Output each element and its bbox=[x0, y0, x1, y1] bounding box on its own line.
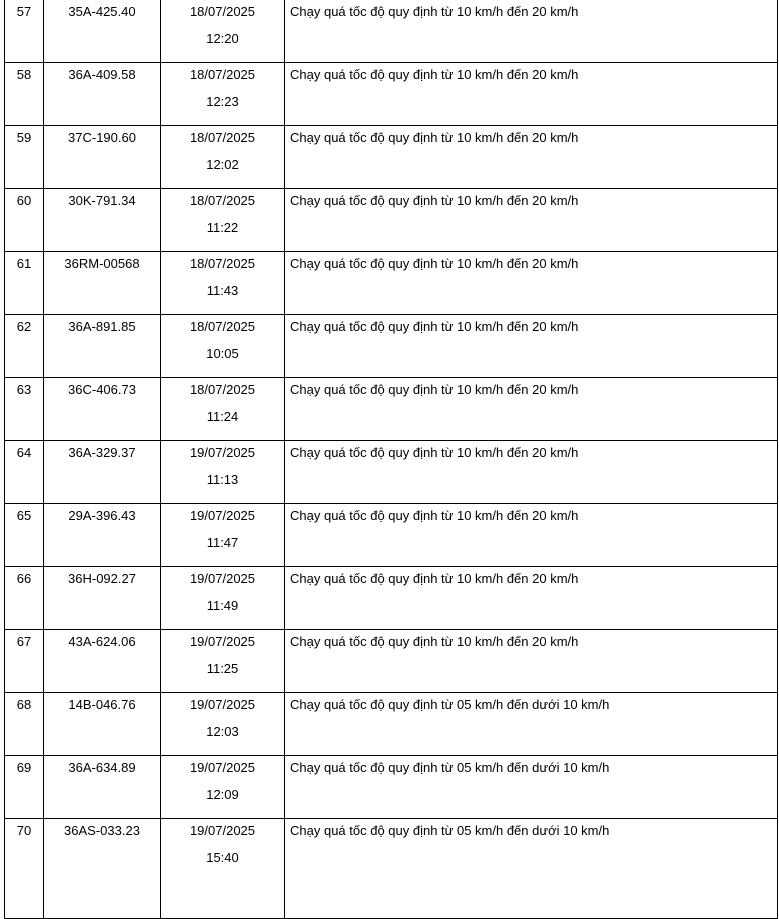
datetime-cell bbox=[161, 63, 285, 126]
violation-time: 12:20 bbox=[206, 31, 239, 46]
row-number: 61 bbox=[16, 256, 32, 271]
table-row bbox=[5, 756, 778, 819]
stt-cell bbox=[5, 756, 44, 819]
datetime-cell bbox=[161, 126, 285, 189]
plate-cell bbox=[44, 189, 161, 252]
violation-date: 19/07/2025 bbox=[189, 445, 256, 460]
license-plate: 36RM-00568 bbox=[64, 256, 140, 271]
row-number: 57 bbox=[16, 4, 32, 19]
violation-time: 11:49 bbox=[206, 598, 239, 613]
violation-description: Chạy quá tốc độ quy định từ 10 km/h đến 20 km/h bbox=[290, 256, 579, 271]
violation-time: 11:22 bbox=[206, 220, 239, 235]
plate-cell bbox=[44, 315, 161, 378]
plate-cell bbox=[44, 756, 161, 819]
row-number: 63 bbox=[16, 382, 32, 397]
row-number: 60 bbox=[16, 193, 32, 208]
datetime-cell bbox=[161, 189, 285, 252]
datetime-cell bbox=[161, 315, 285, 378]
row-number: 66 bbox=[16, 571, 32, 586]
table-row bbox=[5, 378, 778, 441]
violation-cell bbox=[285, 315, 778, 378]
datetime-cell bbox=[161, 441, 285, 504]
table-row bbox=[5, 63, 778, 126]
plate-cell bbox=[44, 378, 161, 441]
license-plate: 36A-329.37 bbox=[68, 445, 136, 460]
plate-cell bbox=[44, 630, 161, 693]
stt-cell bbox=[5, 0, 44, 63]
violation-cell bbox=[285, 252, 778, 315]
table-row bbox=[5, 630, 778, 693]
violation-date: 19/07/2025 bbox=[189, 571, 256, 586]
violation-cell bbox=[285, 189, 778, 252]
violation-date: 18/07/2025 bbox=[189, 256, 256, 271]
violation-date: 19/07/2025 bbox=[189, 697, 256, 712]
violation-cell bbox=[285, 126, 778, 189]
plate-cell bbox=[44, 63, 161, 126]
datetime-cell bbox=[161, 567, 285, 630]
license-plate: 14B-046.76 bbox=[68, 697, 136, 712]
datetime-cell bbox=[161, 756, 285, 819]
violation-description: Chạy quá tốc độ quy định từ 05 km/h đến dưới 10 km/h bbox=[290, 697, 610, 712]
stt-cell bbox=[5, 504, 44, 567]
violation-time: 12:09 bbox=[206, 787, 239, 802]
datetime-cell bbox=[161, 378, 285, 441]
violation-date: 19/07/2025 bbox=[189, 760, 256, 775]
violation-time: 12:23 bbox=[206, 94, 239, 109]
violation-cell bbox=[285, 441, 778, 504]
violation-time: 11:13 bbox=[206, 472, 239, 487]
datetime-cell bbox=[161, 693, 285, 756]
datetime-cell bbox=[161, 0, 285, 63]
plate-cell bbox=[44, 126, 161, 189]
violation-description: Chạy quá tốc độ quy định từ 10 km/h đến 20 km/h bbox=[290, 508, 579, 523]
violation-cell bbox=[285, 504, 778, 567]
plate-cell bbox=[44, 504, 161, 567]
violation-cell bbox=[285, 567, 778, 630]
table-row bbox=[5, 819, 778, 919]
violation-cell bbox=[285, 378, 778, 441]
violation-description: Chạy quá tốc độ quy định từ 10 km/h đến 20 km/h bbox=[290, 571, 579, 586]
table-row bbox=[5, 252, 778, 315]
violation-description: Chạy quá tốc độ quy định từ 10 km/h đến 20 km/h bbox=[290, 634, 579, 649]
row-number: 65 bbox=[16, 508, 32, 523]
table-row bbox=[5, 441, 778, 504]
row-number: 59 bbox=[16, 130, 32, 145]
violation-date: 18/07/2025 bbox=[189, 319, 256, 334]
license-plate: 36H-092.27 bbox=[68, 571, 136, 586]
license-plate: 35A-425.40 bbox=[68, 4, 136, 19]
violation-date: 18/07/2025 bbox=[189, 382, 256, 397]
violation-description: Chạy quá tốc độ quy định từ 10 km/h đến 20 km/h bbox=[290, 67, 579, 82]
row-number: 64 bbox=[16, 445, 32, 460]
plate-cell bbox=[44, 819, 161, 919]
stt-cell bbox=[5, 126, 44, 189]
stt-cell bbox=[5, 315, 44, 378]
violation-cell bbox=[285, 630, 778, 693]
row-number: 68 bbox=[16, 697, 32, 712]
license-plate: 30K-791.34 bbox=[68, 193, 136, 208]
license-plate: 36AS-033.23 bbox=[64, 823, 140, 838]
license-plate: 36A-409.58 bbox=[68, 67, 136, 82]
violation-time: 11:47 bbox=[206, 535, 239, 550]
violation-cell bbox=[285, 0, 778, 63]
stt-cell bbox=[5, 630, 44, 693]
license-plate: 36A-891.85 bbox=[68, 319, 136, 334]
violation-time: 10:05 bbox=[206, 346, 239, 361]
table-body bbox=[5, 0, 778, 919]
stt-cell bbox=[5, 63, 44, 126]
row-number: 70 bbox=[16, 823, 32, 838]
violation-description: Chạy quá tốc độ quy định từ 10 km/h đến 20 km/h bbox=[290, 4, 579, 19]
stt-cell bbox=[5, 252, 44, 315]
stt-cell bbox=[5, 189, 44, 252]
violation-date: 19/07/2025 bbox=[189, 634, 256, 649]
violation-cell bbox=[285, 819, 778, 919]
row-number: 58 bbox=[16, 67, 32, 82]
violation-description: Chạy quá tốc độ quy định từ 10 km/h đến 20 km/h bbox=[290, 193, 579, 208]
table-row bbox=[5, 504, 778, 567]
datetime-cell bbox=[161, 819, 285, 919]
violation-cell bbox=[285, 756, 778, 819]
plate-cell bbox=[44, 441, 161, 504]
row-number: 62 bbox=[16, 319, 32, 334]
datetime-cell bbox=[161, 252, 285, 315]
datetime-cell bbox=[161, 504, 285, 567]
violation-date: 18/07/2025 bbox=[189, 4, 256, 19]
plate-cell bbox=[44, 693, 161, 756]
plate-cell bbox=[44, 567, 161, 630]
plate-cell bbox=[44, 252, 161, 315]
table-row bbox=[5, 315, 778, 378]
plate-cell bbox=[44, 0, 161, 63]
violation-date: 18/07/2025 bbox=[189, 130, 256, 145]
violation-date: 19/07/2025 bbox=[189, 823, 256, 838]
stt-cell bbox=[5, 441, 44, 504]
violation-date: 18/07/2025 bbox=[189, 193, 256, 208]
table-row bbox=[5, 189, 778, 252]
violation-description: Chạy quá tốc độ quy định từ 10 km/h đến 20 km/h bbox=[290, 319, 579, 334]
stt-cell bbox=[5, 693, 44, 756]
table-row bbox=[5, 126, 778, 189]
violation-cell bbox=[285, 693, 778, 756]
table-row bbox=[5, 0, 778, 63]
table-row bbox=[5, 693, 778, 756]
license-plate: 29A-396.43 bbox=[68, 508, 136, 523]
violation-time: 12:03 bbox=[206, 724, 239, 739]
violation-time: 11:43 bbox=[206, 283, 239, 298]
violation-time: 12:02 bbox=[206, 157, 239, 172]
stt-cell bbox=[5, 567, 44, 630]
violation-description: Chạy quá tốc độ quy định từ 10 km/h đến 20 km/h bbox=[290, 445, 579, 460]
row-number: 69 bbox=[16, 760, 32, 775]
violation-time: 11:24 bbox=[206, 409, 239, 424]
license-plate: 37C-190.60 bbox=[68, 130, 136, 145]
violation-description: Chạy quá tốc độ quy định từ 10 km/h đến 20 km/h bbox=[290, 130, 579, 145]
violation-time: 15:40 bbox=[206, 850, 239, 865]
stt-cell bbox=[5, 378, 44, 441]
violation-time: 11:25 bbox=[206, 661, 239, 676]
license-plate: 43A-624.06 bbox=[68, 634, 136, 649]
stt-cell bbox=[5, 819, 44, 919]
datetime-cell bbox=[161, 630, 285, 693]
violation-description: Chạy quá tốc độ quy định từ 05 km/h đến dưới 10 km/h bbox=[290, 760, 610, 775]
license-plate: 36C-406.73 bbox=[68, 382, 136, 397]
row-number: 67 bbox=[16, 634, 32, 649]
violations-table bbox=[4, 0, 778, 919]
violation-date: 18/07/2025 bbox=[189, 67, 256, 82]
table-row bbox=[5, 567, 778, 630]
violation-description: Chạy quá tốc độ quy định từ 05 km/h đến dưới 10 km/h bbox=[290, 823, 610, 838]
license-plate: 36A-634.89 bbox=[68, 760, 136, 775]
violation-description: Chạy quá tốc độ quy định từ 10 km/h đến 20 km/h bbox=[290, 382, 579, 397]
violation-date: 19/07/2025 bbox=[189, 508, 256, 523]
violation-cell bbox=[285, 63, 778, 126]
